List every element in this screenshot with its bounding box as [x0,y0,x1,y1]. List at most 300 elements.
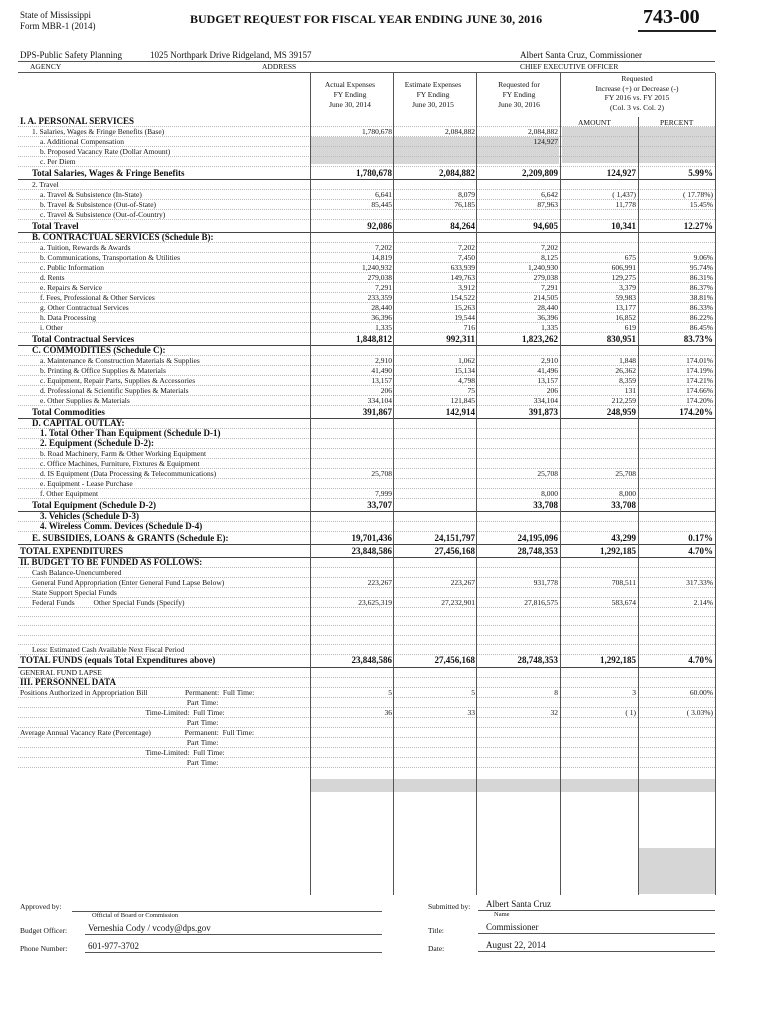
estimate-value: 27,456,168 [394,654,477,667]
estimate-value: 716 [394,323,477,333]
row-label: I. A. PERSONAL SERVICES [18,117,311,127]
estimate-value [394,147,477,157]
actual-value [311,346,394,356]
row-label: c. Travel & Subsistence (Out-of-Country) [18,210,311,220]
change-amount: 10,341 [560,220,638,233]
actual-value: 33,707 [311,499,394,512]
table-row [18,512,715,522]
requested-value [477,717,560,727]
table-row [18,366,715,376]
agency-address: 1025 Northpark Drive Ridgeland, MS 39157 [150,50,312,60]
actual-value: 7,202 [311,243,394,253]
change-percent [638,635,715,644]
estimate-value: 992,311 [394,333,477,346]
row-label: Total Salaries, Wages & Fringe Benefits [18,167,311,180]
agency-label: AGENCY [30,62,62,71]
change-amount [560,157,638,167]
table-row [18,677,715,687]
actual-value: 223,267 [311,578,394,588]
col-change-header: Requested Increase (+) or Decrease (-) FY 2016 vs. FY 2015 (Col. 3 vs. Col. 2) [595,74,679,112]
estimate-value: 4,798 [394,376,477,386]
change-amount: 3 [560,687,638,697]
row-label [18,635,311,644]
actual-value [311,512,394,522]
submitted-value: Albert Santa Cruz [486,899,551,909]
row-label: a. Additional Compensation [18,137,311,147]
row-label: b. Proposed Vacancy Rate (Dollar Amount) [18,147,311,157]
change-amount: 43,299 [560,532,638,545]
row-label: 1. Total Other Than Equipment (Schedule D-1) [18,429,311,439]
requested-value [477,644,560,654]
row-label: B. CONTRACTUAL SERVICES (Schedule B): [18,233,311,243]
estimate-value [394,626,477,635]
estimate-value: 76,185 [394,200,477,210]
row-label: f. Other Equipment [18,489,311,499]
table-row [18,283,715,293]
estimate-value [394,479,477,489]
row-label: a. Maintenance & Construction Materials & Supplies [18,356,311,366]
actual-value: 85,445 [311,200,394,210]
change-percent [638,747,715,757]
requested-value [477,757,560,767]
change-amount [560,210,638,220]
change-amount [560,117,638,127]
estimate-value [394,459,477,469]
col-actual-header: Actual Expenses FY Ending June 30, 2014 [324,80,376,109]
requested-value: 124,927 [477,137,560,147]
change-amount [560,558,638,568]
actual-value: 13,157 [311,376,394,386]
table-row [18,137,715,147]
actual-value [311,459,394,469]
change-amount [560,677,638,687]
change-amount [560,429,638,439]
actual-value: 334,104 [311,396,394,406]
table-row [18,127,715,137]
change-amount [560,727,638,737]
requested-value [477,346,560,356]
estimate-value [394,558,477,568]
change-amount: 1,292,185 [560,654,638,667]
phone-value: 601-977-3702 [88,941,139,951]
row-label: Time-Limited: Full Time: [18,747,311,757]
actual-value [311,608,394,617]
table-row [18,489,715,499]
estimate-value [394,429,477,439]
row-label: c. Public Information [18,263,311,273]
change-amount [560,626,638,635]
change-percent [638,588,715,598]
requested-value: 25,708 [477,469,560,479]
change-amount [560,737,638,747]
change-percent [638,210,715,220]
table-row [18,727,715,737]
row-label: d. IS Equipment (Data Processing & Telecommunications) [18,469,311,479]
change-amount [560,757,638,767]
actual-value: 36,396 [311,313,394,323]
table-row [18,273,715,283]
change-amount: ( 1,437) [560,190,638,200]
row-label: Total Equipment (Schedule D-2) [18,499,311,512]
change-percent [638,737,715,747]
change-amount [560,346,638,356]
estimate-value [394,419,477,429]
estimate-value [394,747,477,757]
actual-value: 5 [311,687,394,697]
estimate-value [394,469,477,479]
row-label: E. SUBSIDIES, LOANS & GRANTS (Schedule E): [18,532,311,545]
change-amount: 708,511 [560,578,638,588]
change-amount [560,608,638,617]
row-label: e. Repairs & Service [18,283,311,293]
requested-value: 32 [477,707,560,717]
row-label: e. Other Supplies & Materials [18,396,311,406]
requested-value: 36,396 [477,313,560,323]
requested-value: 214,505 [477,293,560,303]
estimate-value: 27,232,901 [394,598,477,608]
actual-value [311,522,394,532]
change-percent [638,626,715,635]
budget-officer-label: Budget Officer: [20,926,68,935]
estimate-value: 84,264 [394,220,477,233]
change-percent: 86.31% [638,273,715,283]
change-percent: 174.19% [638,366,715,376]
table-row [18,210,715,220]
requested-value: 41,496 [477,366,560,376]
requested-value: 391,873 [477,406,560,419]
estimate-value [394,677,477,687]
estimate-value: 3,912 [394,283,477,293]
requested-value [477,147,560,157]
change-amount [560,697,638,707]
estimate-value: 8,079 [394,190,477,200]
row-label: III. PERSONNEL DATA [18,677,311,687]
phone-label: Phone Number: [20,944,68,953]
change-amount: 583,674 [560,598,638,608]
change-percent: ( 3.03%) [638,707,715,717]
estimate-value [394,499,477,512]
row-label: a. Tuition, Rewards & Awards [18,243,311,253]
official-label: Official of Board or Commission [92,912,179,919]
col-amount-header: AMOUNT [578,118,611,127]
change-amount [560,588,638,598]
actual-value [311,479,394,489]
row-label: Part Time: [18,697,311,707]
row-label: c. Per Diem [18,157,311,167]
row-label: i. Other [18,323,311,333]
estimate-value [394,512,477,522]
change-amount [560,635,638,644]
table-row [18,449,715,459]
actual-value [311,626,394,635]
requested-value [477,588,560,598]
change-percent [638,608,715,617]
approved-label: Approved by: [20,902,62,911]
change-amount [560,512,638,522]
submitted-label: Submitted by: [428,902,471,911]
row-label: 4. Wireless Comm. Devices (Schedule D-4) [18,522,311,532]
table-row [18,167,715,180]
table-row [18,757,715,767]
table-row [18,747,715,757]
table-row [18,293,715,303]
requested-value: 2,910 [477,356,560,366]
change-amount: 830,951 [560,333,638,346]
table-row [18,617,715,626]
change-amount [560,479,638,489]
change-percent [638,558,715,568]
change-amount: 8,000 [560,489,638,499]
estimate-value: 2,084,882 [394,127,477,137]
change-percent [638,419,715,429]
change-percent: 5.99% [638,167,715,180]
table-row [18,717,715,727]
row-label: Part Time: [18,717,311,727]
estimate-value: 5 [394,687,477,697]
actual-value: 1,780,678 [311,127,394,137]
estimate-value: 27,456,168 [394,545,477,558]
estimate-value: 24,151,797 [394,532,477,545]
table-row [18,190,715,200]
table-row [18,737,715,747]
requested-value: 931,778 [477,578,560,588]
change-percent [638,479,715,489]
change-amount [560,419,638,429]
estimate-value [394,346,477,356]
row-label: d. Professional & Scientific Supplies & Materials [18,386,311,396]
requested-value: 13,157 [477,376,560,386]
requested-value [477,479,560,489]
requested-value [477,635,560,644]
actual-value [311,449,394,459]
requested-value: 7,291 [477,283,560,293]
estimate-value: 149,763 [394,273,477,283]
change-amount: 131 [560,386,638,396]
change-amount [560,667,638,677]
change-amount: 3,379 [560,283,638,293]
requested-value [477,747,560,757]
requested-value [477,459,560,469]
change-percent [638,449,715,459]
estimate-value: 154,522 [394,293,477,303]
change-amount [560,180,638,190]
requested-value [477,117,560,127]
table-row [18,522,715,532]
change-percent [638,697,715,707]
estimate-value [394,233,477,243]
table-row [18,333,715,346]
actual-value: 23,848,586 [311,654,394,667]
actual-value: 25,708 [311,469,394,479]
estimate-value: 633,939 [394,263,477,273]
requested-value [477,180,560,190]
requested-value: 206 [477,386,560,396]
requested-value [477,512,560,522]
actual-value [311,137,394,147]
requested-value [477,210,560,220]
actual-value: 92,086 [311,220,394,233]
estimate-value: 19,544 [394,313,477,323]
change-amount: ( 1) [560,707,638,717]
estimate-value [394,439,477,449]
actual-value: 14,819 [311,253,394,263]
actual-value [311,717,394,727]
requested-value [477,737,560,747]
change-amount: 11,778 [560,200,638,210]
row-label: 3. Vehicles (Schedule D-3) [18,512,311,522]
requested-value [477,568,560,578]
actual-value: 233,359 [311,293,394,303]
row-label: a. Travel & Subsistence (In-State) [18,190,311,200]
change-percent: 174.21% [638,376,715,386]
change-percent: 83.73% [638,333,715,346]
requested-value: 7,202 [477,243,560,253]
requested-value: 2,209,809 [477,167,560,180]
table-row [18,558,715,568]
estimate-value [394,568,477,578]
actual-value: 36 [311,707,394,717]
change-percent [638,137,715,147]
estimate-value [394,489,477,499]
change-percent: 4.70% [638,545,715,558]
actual-value: 1,780,678 [311,167,394,180]
col-estimate-header: Estimate Expenses FY Ending June 30, 2015 [404,80,462,109]
estimate-value: 7,202 [394,243,477,253]
actual-value: 1,848,812 [311,333,394,346]
table-row [18,117,715,127]
table-row [18,697,715,707]
change-amount [560,127,638,137]
change-percent [638,499,715,512]
estimate-value [394,157,477,167]
change-amount: 16,852 [560,313,638,323]
change-amount: 124,927 [560,167,638,180]
change-amount: 13,177 [560,303,638,313]
row-label: d. Rents [18,273,311,283]
requested-value [477,419,560,429]
date-label: Date: [428,944,445,953]
actual-value [311,644,394,654]
actual-value: 391,867 [311,406,394,419]
estimate-value: 15,134 [394,366,477,376]
change-amount [560,568,638,578]
actual-value [311,419,394,429]
change-percent [638,489,715,499]
actual-value [311,558,394,568]
requested-value: 6,642 [477,190,560,200]
row-label: General Fund Appropriation (Enter General Fund Lapse Below) [18,578,311,588]
row-label: f. Fees, Professional & Other Services [18,293,311,303]
requested-value [477,522,560,532]
table-row [18,180,715,190]
estimate-value [394,117,477,127]
table-row [18,469,715,479]
estimate-value: 121,845 [394,396,477,406]
change-percent: 174.20% [638,396,715,406]
actual-value: 19,701,436 [311,532,394,545]
row-label: g. Other Contractual Services [18,303,311,313]
row-label: Total Contractual Services [18,333,311,346]
requested-value: 1,335 [477,323,560,333]
change-percent [638,717,715,727]
actual-value [311,677,394,687]
row-label [18,617,311,626]
table-row [18,578,715,588]
actual-value [311,737,394,747]
table-row [18,147,715,157]
table-row [18,588,715,598]
estimate-value: 7,450 [394,253,477,263]
row-label: b. Communications, Transportation & Utilities [18,253,311,263]
estimate-value [394,727,477,737]
change-amount: 26,362 [560,366,638,376]
change-percent: 9.06% [638,253,715,263]
change-amount: 25,708 [560,469,638,479]
table-row [18,479,715,489]
change-amount [560,522,638,532]
change-amount [560,137,638,147]
requested-value: 28,748,353 [477,654,560,667]
change-percent [638,512,715,522]
table-row [18,439,715,449]
requested-value: 1,240,930 [477,263,560,273]
table-row [18,356,715,366]
change-amount [560,233,638,243]
row-label: Positions Authorized in Appropriation Bill Permanent: Full Time: [18,687,311,697]
row-label: Cash Balance-Unencumbered [18,568,311,578]
change-percent: 15.45% [638,200,715,210]
row-label: c. Office Machines, Furniture, Fixtures & Equipment [18,459,311,469]
estimate-value [394,757,477,767]
requested-value [477,233,560,243]
table-row [18,626,715,635]
col-requested-header: Requested for FY Ending June 30, 2016 [498,80,540,109]
change-amount: 248,959 [560,406,638,419]
estimate-value: 33 [394,707,477,717]
row-label: State Support Special Funds [18,588,311,598]
change-percent [638,243,715,253]
row-label: Average Annual Vacancy Rate (Percentage) Permanent: Full Time: [18,727,311,737]
requested-value [477,677,560,687]
requested-value: 279,038 [477,273,560,283]
change-amount: 59,983 [560,293,638,303]
table-row [18,303,715,313]
actual-value [311,588,394,598]
row-label: 2. Travel [18,180,311,190]
table-row [18,635,715,644]
row-label: b. Printing & Office Supplies & Materials [18,366,311,376]
requested-value: 33,708 [477,499,560,512]
change-percent: 174.01% [638,356,715,366]
change-percent: 95.74% [638,263,715,273]
estimate-value [394,644,477,654]
actual-value: 23,625,319 [311,598,394,608]
estimate-value [394,137,477,147]
change-percent [638,667,715,677]
change-percent: 4.70% [638,654,715,667]
col-percent-header: PERCENT [660,118,694,127]
change-percent: 174.20% [638,406,715,419]
requested-value [477,697,560,707]
change-percent: 0.17% [638,532,715,545]
change-percent: 174.66% [638,386,715,396]
actual-value [311,117,394,127]
requested-value [477,667,560,677]
change-percent [638,568,715,578]
table-row [18,233,715,243]
actual-value: 1,240,932 [311,263,394,273]
table-row [18,459,715,469]
